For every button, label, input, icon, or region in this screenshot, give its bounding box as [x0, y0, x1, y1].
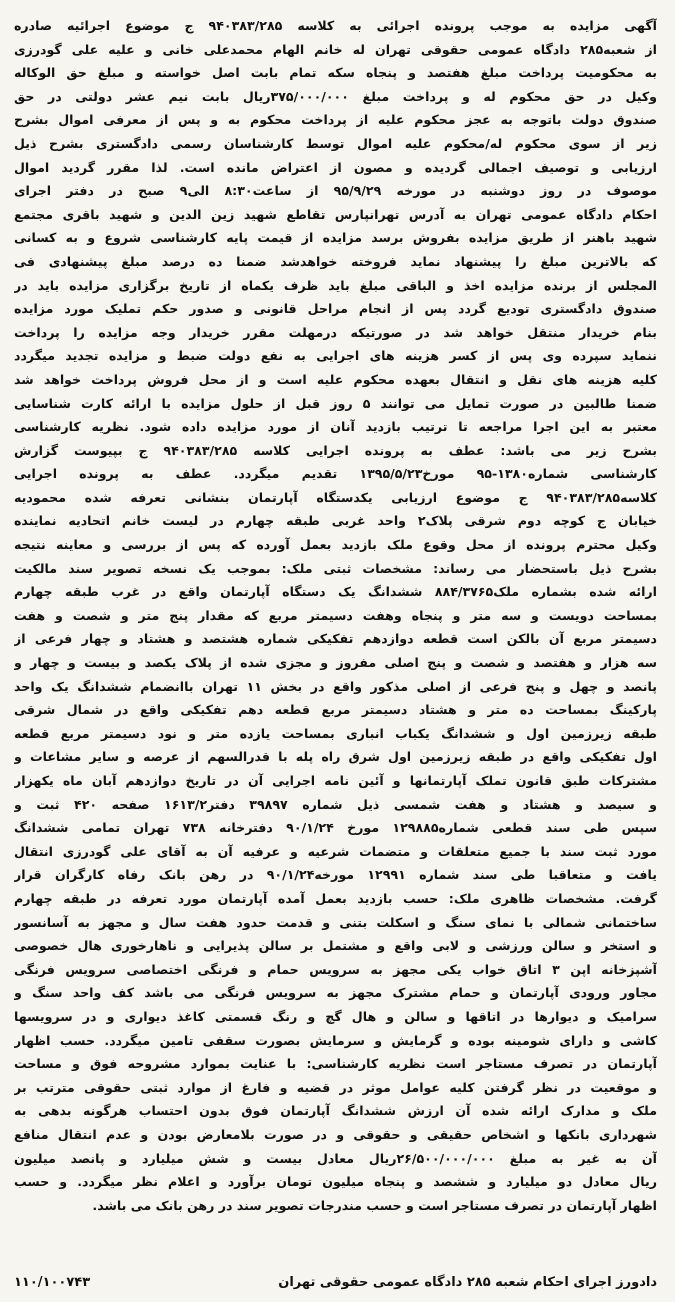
- notice-code: ۱۱۰/۱۰۰۷۴۳: [14, 1275, 91, 1290]
- notice-line: که بالاترین مبلغ را پیشنهاد نماید فروخته خواهدشد ضمنا ده درصد مبلغ پیشنهادی فی: [14, 253, 657, 269]
- notice-line: سپس طی سند قطعی شماره۱۲۹۸۸۵ مورخ ۹۰/۱/۲۴ دفترخانه ۷۳۸ تهران تمامی ششدانگ: [14, 820, 657, 836]
- notice-line: صندوق دولت باتوجه به عجز محکوم علیه از پرداخت محکوم به و پس از معرفی اموال بشرح: [14, 112, 657, 128]
- notice-line: ساختمانی شمالی با نمای سنگ و اسکلت بتنی و قدمت حدود هفت سال و مجهز به آسانسور: [14, 914, 657, 930]
- notice-line: احکام دادگاه عمومی تهران به آدرس تهرانپارس تقاطع شهید زین الدین و شهید باقری مجتمع: [14, 206, 657, 222]
- notice-line: اول تفکیکی واقع در طبقه زیرزمین اول شرق راه پله با قدرالسهم از عرصه و سایر مشاعات و: [14, 749, 657, 765]
- notice-line: معتبر به این اجرا مراجعه تا ترتیب بازدید آنان از مورد مزایده داده شود. نظریه کارشناسی: [14, 419, 657, 435]
- notice-line: کاشی و دارای شومینه بوده و گرمایش و سرمایش بصورت سقفی تامین میگردد. حسب اظهار: [14, 1032, 657, 1048]
- notice-line: و موقعیت در نظر گرفتن کلیه عوامل موثر در قضیه و فارغ از موارد ثبتی حقوقی مترتب بر: [14, 1079, 657, 1095]
- notice-line: آگهی مزایده به موجب پرونده اجرائی به کلاسه ۹۴۰۳۸۳/۲۸۵ ج موضوع اجرائیه صادره: [14, 18, 657, 33]
- notice-line: مورد ثبت سند با جمیع متعلقات و متضمات شرعیه و عرفیه آن به آقای علی گودرزی انتقال: [14, 843, 657, 859]
- notice-line: اظهار آپارتمان در تصرف مستاجر است و حسب مندرجات تصویر سند در رهن بانک می باشد.: [92, 1197, 657, 1213]
- notice-line: کارشناسی شماره۱۳۸۰-۹۵ مورخ۱۳۹۵/۵/۲۳ تقدیم میگردد. عطف به پرونده اجرایی: [14, 466, 657, 482]
- notice-line: آن به غیر به مبلغ ۲۶/۵۰۰/۰۰۰/۰۰۰ریال معادل بیست و شش میلیارد و پانصد میلیون: [14, 1150, 657, 1166]
- notice-line: صندوق دادگستری تودیع گردد پس از انجام مراحل قانونی و صدور حکم تملیک مورد مزایده: [14, 301, 657, 317]
- notice-line: ارزیابی و توصیف اجمالی گردیده و مصون از اعتراض مانده است. لذا مقرر گردید اموال: [14, 159, 657, 175]
- notice-line: کلیه هزینه های نقل و انتقال بعهده محکوم علیه است و از محل فروش پرداخت خواهد شد: [14, 371, 657, 387]
- notice-line: بشرح زیر می باشد: عطف به پرونده اجرایی کلاسه ۹۴۰۳۸۳/۲۸۵ ج بپیوست گزارش: [14, 442, 657, 458]
- notice-line: ننماید سپرده وی پس از کسر هزینه های اجرایی به نفع دولت ضبط و مزایده تجدید میگردد: [14, 348, 657, 364]
- issuer-signature: دادورز اجرای احکام شعبه ۲۸۵ دادگاه عمومی حقوقی تهران: [278, 1275, 657, 1290]
- notice-line: شهرداری بانکها و اشخاص حقیقی و حقوقی و در صورت بلامعارض بودن و عدم انتقال منافع: [14, 1126, 657, 1142]
- notice-line: آشپزخانه اپن ۳ اتاق خواب یکی مجهز به سرویس حمام و فرنگی اختصاصی سرویس فرنگی: [14, 961, 657, 977]
- notice-line: وکیل محترم پرونده از محل وقوع ملک بازدید بعمل آورده که پس از بررسی و معاینه نتیجه: [14, 537, 657, 553]
- notice-line: ریال معادل دو میلیارد و ششصد و پنجاه میلیون تومان برآورد و اعلام نظر میگردد. و حسب: [14, 1174, 657, 1190]
- notice-line: از شعبه۲۸۵ دادگاه عمومی حقوقی تهران له خانم الهام محمدعلی خانی و علیه علی گودرزی: [14, 41, 657, 57]
- notice-footer: [14, 1272, 657, 1294]
- notice-line: به محکومیت پرداخت مبلغ هفتصد و پنجاه سکه تمام بابت اصل خواسته و مبلغ حق الوکاله: [14, 65, 657, 81]
- notice-line: سه هزار و هفتصد و شصت و پنج اصلی مفروز و مجزی شده از پلاک یکصد و بیست و چهار و: [14, 655, 657, 671]
- notice-line: طبقه زیرزمین اول و ششدانگ یکباب انباری بمساحت یازده متر و نود دسیمتر مربع قطعه: [14, 725, 657, 741]
- notice-line: گرفت. مشخصات ظاهری ملک: حسب بازدید بعمل آمده آپارتمان مورد تعرفه در طبقه چهارم: [14, 890, 657, 906]
- notice-line: پارکینگ بمساحت ده متر و هشتاد دسیمتر مربع قطعه دهم تفکیکی واقع در شمال شرقی: [14, 702, 657, 718]
- notice-line: کلاسه۹۴۰۳۸۳/۲۸۵ ج موضوع ارزیابی یکدستگاه آپارتمان بنشانی تعرفه شده محمودیه: [14, 489, 657, 505]
- notice-line: سرامیک و دیوارها در اتاقها و سالن و هال گچ و رنگ قسمتی کاغذ دیواری و در سرویسها: [14, 1008, 657, 1024]
- notice-line: المجلس از برنده مزایده اخذ و الباقی مبلغ باید ظرف یکماه از تاریخ برگزاری مزایده باید در: [14, 277, 657, 293]
- notice-line: بشرح ذیل باستحضار می رساند: مشخصات ثبتی ملک: بموجب یک نسخه تصویر سند مالکیت: [14, 560, 657, 576]
- notice-line: یافت و متعاقبا طی سند شماره ۱۲۹۹۱ مورخه۹۰/۱/۲۴ در رهن بانک رفاه کارگران قرار: [14, 867, 657, 883]
- notice-line: و استخر و سالن ورزشی و لابی واقع و مشتمل بر سالن پذیرایی و ناهارخوری هال خصوصی: [14, 938, 657, 954]
- notice-line: ضمنا طالبین در صورت تمایل می توانند ۵ روز قبل از حلول مزایده با ارائه کارت شناسایی: [14, 395, 657, 411]
- notice-line: وکیل در حق محکوم له و پرداخت مبلغ ۳۷۵/۰۰۰/۰۰۰ریال بابت نیم عشر دولتی در حق: [14, 88, 657, 104]
- notice-line: و سیصد و هشتاد و هفت شمسی ذیل شماره ۳۹۸۹۷ دفتر۱۶۱۳/۲ صفحه ۴۲۰ ثبت و: [14, 796, 657, 812]
- notice-line: موصوف در روز دوشنبه در مورخه ۹۵/۹/۲۹ از ساعت۸:۳۰ الی۹ صبح در دفتر اجرای: [14, 183, 657, 199]
- notice-line: مشترکات طبق قانون تملک آپارتمانها و آئین نامه اجرایی آن در تاریخ دوازدهم آبان ماه یکهزار: [14, 773, 657, 788]
- notice-line: دسیمتر مربع آن بالکن است قطعه دوازدهم تفکیکی شماره هشتصد و هشتاد و چهار فرعی از: [14, 631, 657, 647]
- notice-line: آپارتمان در تصرف مستاجر است نظریه کارشناسی: با عنایت بموارد مشروحه فوق و مساحت: [14, 1056, 657, 1072]
- notice-line: پانصد و چهل و پنج فرعی از اصلی مذکور واقع در بخش ۱۱ تهران باانضمام ششدانگ یک واحد: [14, 678, 657, 694]
- notice-line: بنام خریدار منتقل خواهد شد در صورتیکه درمهلت مقرر خریدار وجه مزایده را پرداخت: [14, 324, 657, 340]
- notice-line: زیر از سوی محکوم له/محکوم علیه اموال توسط کارشناسان رسمی دادگستری بشرح ذیل: [14, 135, 657, 151]
- notice-line: شهید باهنر از طریق مزایده بفروش برسد مزایده از قیمت پایه کارشناسی شروع و به کسانی: [14, 230, 657, 246]
- notice-line: ارائه شده بشماره ملک۸۸۴/۳۷۶۵ ششدانگ یک دستگاه آپارتمان واقع در غرب طبقه چهارم: [14, 584, 657, 600]
- notice-line: خیابان ج کوچه دوم شرقی پلاک۲ واحد غربی طبقه چهارم در لیست خانم اتحادیه نماینده: [14, 513, 657, 529]
- notice-line: بمساحت دویست و سه متر و پنجاه وهفت دسیمتر مربع که مقدار پنج متر و شصت و هفت: [14, 607, 657, 623]
- notice-line: مجاور ورودی آپارتمان و حمام مشترک مجهز به سرویس فرنگی می باشد کف واحد سنگ و: [14, 985, 657, 1001]
- notice-line: ملک و مدارک ارائه شده آن ارزش ششدانگ آپارتمان فوق بدون احتساب هرگونه بدهی به: [14, 1103, 657, 1119]
- notice-body: [14, 14, 657, 1217]
